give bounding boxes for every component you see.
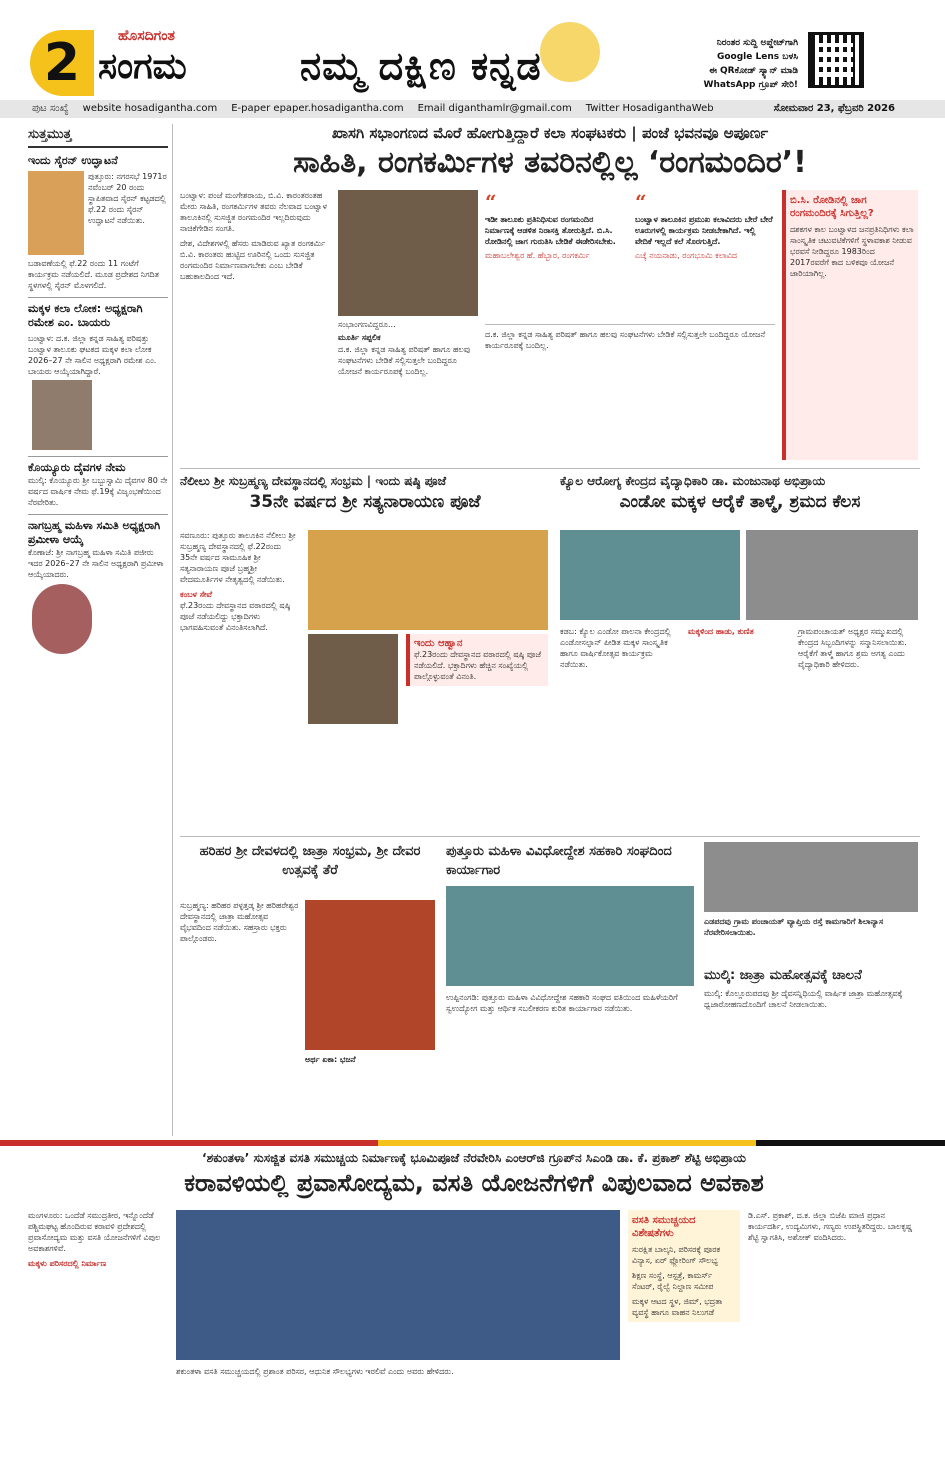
- story5-body: ಉಪ್ಪಿನಂಗಡಿ: ಪುತ್ತೂರು ಮಹಿಳಾ ವಿವಿಧೋದ್ದೇಶ ಸಹಕಾರಿ ಸಂಘದ ವತಿಯಿಂದ ಮಹಿಳೆಯರಿಗೆ ಸ್ವಉದ್ಯೋಗ ಮತ್ತು ಆರ್ಥಿಕ ಸಬಲೀಕರಣ ಕುರಿತ ಕಾರ್ಯಾಗಾರ ನಡೆಯಿತು.: [446, 993, 678, 1013]
- story-endo-care: [560, 472, 920, 832]
- item3-headline: ಕೊಯ್ಯೂರು ದೈವಗಳ ನೇಮ: [28, 456, 168, 475]
- bottom-kicker: ‘ಶಕುಂತಳಾ’ ಸುಸಜ್ಜಿತ ವಸತಿ ಸಮುಚ್ಚಯ ನಿರ್ಮಾಣಕ್ಕೆ ಭೂಮಿಪೂಜೆ ನೆರವೇರಿಸಿ ಎಂಆರ್‌ಜಿ ಗ್ರೂಪ್‌ನ ಸಿಎಂಡಿ ಡಾ. ಕೆ. ಪ್ರಕಾಶ್ ಶೆಟ್ಟಿ ಅಭಿಪ್ರಾಯ: [202, 1151, 746, 1165]
- story2-body-col: [180, 530, 300, 633]
- top-kicker: ಖಾಸಗಿ ಸಭಾಂಗಣದ ಮೊರೆ ಹೋಗುತ್ತಿದ್ದಾರೆ ಕಲಾ ಸಂಘಟಕರು | ಪಂಜೆ ಭವನವೂ ಅಪೂರ್ಣ: [331, 124, 769, 142]
- quote-icon: “: [485, 190, 497, 214]
- workshop-photo: [446, 886, 694, 986]
- story6-caption: ಎಡಪದವು ಗ್ರಾಮ ಪಂಚಾಯತ್ ವ್ಯಾಪ್ತಿಯ ರಸ್ತೆ ಕಾಮಗಾರಿಗೆ ಶಿಲಾನ್ಯಾಸ ನೆರವೇರಿಸಲಾಯಿತು.: [704, 917, 884, 937]
- info-bar: [0, 100, 945, 118]
- epaper-link[interactable]: E-paper epaper.hosadigantha.com: [231, 103, 404, 114]
- building-photo: [338, 190, 478, 316]
- quote-box-2: [635, 190, 775, 261]
- invite-box: [406, 634, 548, 686]
- story3-body: ಕಡಬ: ಕ್ಯೊಲ ಎಂಡೋ ಪಾಲನಾ ಕೇಂದ್ರದಲ್ಲಿ ಎಂಡೋಸಲ್ಫಾನ್ ಪೀಡಿತ ಮಕ್ಕಳ ಸಾಂಸ್ಕೃತಿಕ ಹಾಗೂ ವಾರ್ಷಿಕೋತ್ಸವ ಕಾರ್ಯಕ್ರಮ ನಡೆಯಿತು.: [560, 627, 671, 669]
- ramesh-photo: [32, 380, 92, 450]
- story3-body2: ಗ್ರಾಮಪಂಚಾಯತ್ ಅಧ್ಯಕ್ಷರ ಸಮ್ಮುಖದಲ್ಲಿ ಕೇಂದ್ರದ ಸಿಬ್ಬಂದಿಗಳನ್ನು ಸನ್ಮಾನಿಸಲಾಯಿತು. ಆರೈಕೆಗೆ ತಾಳ್ಮೆ ಹಾಗೂ ಶ್ರಮ ಅಗತ್ಯ ಎಂದು ವೈದ್ಯಾಧಿಕಾರಿ ಹೇಳಿದರು.: [798, 627, 907, 669]
- quote2-text: ಬಂಟ್ವಾಳ ತಾಲೂಕಿನ ಪ್ರಮುಖ ಕಲಾವಿದರು ಬೇರೆ ಬೇರೆ ಊರುಗಳಲ್ಲಿ ಕಾರ್ಯಕ್ರಮ ನೀಡಬೇಕಾಗಿದೆ. ಇಲ್ಲಿ ವೇದಿಕೆ ಇಲ್ಲದೆ ಕಲೆ ಸೊರಗುತ್ತಿದೆ.: [635, 215, 773, 246]
- story-harihara: [180, 842, 440, 1138]
- feature-item: ಮಕ್ಕಳ ಆಟದ ಸ್ಥಳ, ಜಿಮ್, ಭದ್ರತಾ ವ್ಯವಸ್ಥೆ ಹಾಗೂ ವಾಹನ ನಿಲುಗಡೆ: [632, 1297, 723, 1317]
- story-mulki: [704, 842, 920, 1138]
- item2-text: ಬಂಟ್ವಾಳ: ದ.ಕ. ಜಿಲ್ಲಾ ಕನ್ನಡ ಸಾಹಿತ್ಯ ಪರಿಷತ್ತು ಬಂಟ್ವಾಳ ತಾಲೂಕು ಘಟಕದ ಮಕ್ಕಳ ಕಲಾ ಲೋಕ 2026–27 ನೇ ಸಾಲಿನ ಅಧ್ಯಕ್ಷರಾಗಿ ರಮೇಶ ಎಂ. ಬಾಯರು ಆಯ್ಕೆಯಾಗಿದ್ದಾರೆ.: [28, 334, 157, 376]
- group-photo: [704, 842, 918, 912]
- feature-item: ಶಿಕ್ಷಣ ಸಂಸ್ಥೆ, ಆಸ್ಪತ್ರೆ, ಕಾಮರ್ಸ್ ಸೆಂಟರ್, ರೈಲ್ವೆ ನಿಲ್ದಾಣ ಸಮೀಪ: [632, 1271, 714, 1291]
- story5-headline: ಪುತ್ತೂರು ಮಹಿಳಾ ವಿವಿಧೋದ್ದೇಶ ಸಹಕಾರಿ ಸಂಘದಿಂದ ಕಾರ್ಯಾಗಾರ: [446, 844, 672, 878]
- section-divider: [180, 836, 920, 837]
- twitter-link[interactable]: Twitter HosadiganthaWeb: [585, 103, 714, 114]
- endo-children-photo: [560, 530, 740, 620]
- quote1-author: ಮಹಾಬಲೇಶ್ವರ ಹೆ. ಹೆಬ್ಬಾರ, ರಂಗಕರ್ಮಿ: [485, 251, 590, 260]
- features-box: [628, 1210, 740, 1322]
- bottom-body-col: [28, 1210, 168, 1269]
- column-divider: [172, 124, 173, 1136]
- page-number: 2: [30, 30, 94, 96]
- temple-lamp-photo: [308, 634, 398, 724]
- qr-line: ನಿರಂತರ ಸುದ್ದಿ ಅಪ್ಡೇಟ್‌ಗಾಗಿ: [716, 38, 798, 48]
- bottom-subhead: ಮಕ್ಕಳು ಪರಿಸರದಲ್ಲಿ ನಿರ್ಮಾಣ: [28, 1259, 107, 1268]
- story3-subhead: ಮಕ್ಕಳಿಂದ ಹಾಡು, ಕುಣಿತ: [688, 627, 754, 636]
- siren-building-photo: [28, 171, 84, 255]
- award-photo: [746, 530, 918, 620]
- item4-text: ಕೊಣಾಜೆ: ಶ್ರೀ ನಾಗಬ್ರಹ್ಮ ಮಹಿಳಾ ಸಮಿತಿ ಪಜೀರು ಇದರ 2026–27 ನೇ ಸಾಲಿನ ಅಧ್ಯಕ್ಷರಾಗಿ ಪ್ರಮೀಳಾ ಆಯ್ಕೆಯಾದರು.: [28, 548, 164, 579]
- story3-headline: ಎಂಡೋ ಮಕ್ಕಳ ಆರೈಕೆ ತಾಳ್ಮೆ, ಶ್ರಮದ ಕೆಲಸ: [619, 492, 861, 512]
- page-label: ಪುಟ ಸಂಖ್ಯೆ: [32, 103, 69, 114]
- column-label: ಸುತ್ತಮುತ್ತ: [28, 124, 168, 148]
- story4-byline: ಅರ್ಥ ಏಕಾ: ಭಜನೆ: [305, 1055, 356, 1064]
- story2-subhead: ಕಂಬಳ ಸೇವೆ: [180, 590, 213, 599]
- story2-kicker: ನೆಲೀಲು ಶ್ರೀ ಸುಬ್ರಹ್ಮಣ್ಯ ದೇವಸ್ಥಾನದಲ್ಲಿ ಸಂಭ್ರಮ | ಇಂದು ಷಷ್ಠಿ ಪೂಜೆ: [180, 474, 447, 488]
- item3-text: ಮುಲ್ಕಿ: ಕೊಯ್ಯೂರು ಶ್ರೀ ಬಬ್ಬುಸ್ವಾಮಿ ದೈವಗಳ 80 ನೇ ವರ್ಷದ ವಾರ್ಷಿಕ ನೇಮ ಫೆ.19ಕ್ಕೆ ವಿಜೃಂಭಣೆಯಿಂದ ನೆರವೇರಿತು.: [28, 476, 168, 507]
- top-body2: ದೇಶ, ವಿದೇಶಗಳಲ್ಲಿ ಹೆಸರು ಮಾಡಿರುವ ಖ್ಯಾತ ರಂಗಕರ್ಮಿ ಬಿ.ವಿ. ಕಾರಂತರು ಹುಟ್ಟಿದ ಊರಿನಲ್ಲಿ ಒಂದು ಸುಸಜ್ಜಿತ ರಂಗಮಂದಿರ ನಿರ್ಮಾಣವಾಗಬೇಕು ಎಂಬ ಬೇಡಿಕೆ ಬಹುಕಾಲದಿಂದ ಇದೆ.: [180, 239, 326, 281]
- top-story: [180, 124, 920, 464]
- bottom-body: ಮಂಗಳೂರು: ಒಂದೆಡೆ ಸಮುದ್ರತೀರ, ಇನ್ನೊಂದೆಡೆ ಪಶ್ಚಿಮಘಟ್ಟ ಹೊಂದಿರುವ ಕರಾವಳಿ ಪ್ರದೇಶದಲ್ಲಿ ಪ್ರವಾಸೋದ್ಯಮ ಮತ್ತು ವಸತಿ ಯೋಜನೆಗಳಿಗೆ ವಿಪುಲ ಅವಕಾಶಗಳಿವೆ.: [28, 1211, 161, 1253]
- top-body3: ದ.ಕ. ಜಿಲ್ಲಾ ಕನ್ನಡ ಸಾಹಿತ್ಯ ಪರಿಷತ್ ಹಾಗೂ ಹಲವು ಸಂಘಟನೆಗಳು ಬೇಡಿಕೆ ಸಲ್ಲಿಸುತ್ತಲೇ ಬಂದಿದ್ದರೂ ಯೋಜನೆ ಕಾರ್ಯರೂಪಕ್ಕೆ ಬಂದಿಲ್ಲ.: [338, 345, 471, 376]
- bottom-body3: ಡಿ.ಎಸ್. ಪ್ರಕಾಶ್, ದ.ಕ. ಜಿಲ್ಲಾ ಬಿಜೆಪಿ ಮಾಜಿ ಪ್ರಧಾನ ಕಾರ್ಯದರ್ಶಿ, ಉದ್ಯಮಿಗಳು, ಗಣ್ಯರು ಉಪಸ್ಥಿತರಿದ್ದರು. ಬಾಲಕೃಷ್ಣ ಶೆಟ್ಟಿ ಸ್ವಾಗತಿಸಿ, ಅಶೋಕ್ ವಂದಿಸಿದರು.: [748, 1211, 913, 1242]
- side-box: [782, 190, 918, 460]
- qr-line: Google Lens ಬಳಸಿ: [716, 52, 798, 62]
- item1-more: ಬಡಾವಣೆಯಲ್ಲಿ ಫೆ.22 ರಂದು 11 ಗಂಟೆಗೆ ಕಾರ್ಯಕ್ರಮ ನಡೆಯಲಿದೆ. ಮೂಡ ಪ್ರದೇಶದ ನಿಗದಿತ ಸ್ಥಳಗಳಲ್ಲಿ ಸೈರನ್ ಮೊಳಗಲಿದೆ.: [28, 259, 159, 290]
- story2-body2: ಫೆ.23ರಂದು ದೇವಸ್ಥಾನದ ವಠಾರದಲ್ಲಿ ಷಷ್ಠಿ ಪೂಜೆ ನಡೆಯಲಿದ್ದು ಭಕ್ತಾದಿಗಳು ಭಾಗವಹಿಸುವಂತೆ ವಿನಂತಿಸಲಾಗಿದೆ.: [180, 601, 291, 632]
- brand-logo: ಸಂಗಮ: [98, 46, 187, 87]
- top-body1: ಬಂಟ್ವಾಳ: ಪಂಜೆ ಮಂಗೇಶರಾಯ, ಬಿ.ವಿ. ಕಾರಂತರಂತಹ ಮೇರು ಸಾಹಿತಿ, ರಂಗಕರ್ಮಿಗಳ ತವರು ನೆಲವಾದ ಬಂಟ್ವಾಳ ತಾಲೂಕಿನಲ್ಲಿ ಸುಸಜ್ಜಿತ ರಂಗಮಂದಿರ ಇಲ್ಲದಿರುವುದು ನಾಚಿಕೆಗೇಡಿನ ಸಂಗತಿ.: [180, 191, 328, 233]
- quote-box-1: [485, 190, 625, 261]
- qr-line: ಈ QRಕೋಡ್ ಸ್ಕ್ಯಾನ್ ಮಾಡಿ: [709, 66, 798, 76]
- item2-headline: ಮಕ್ಕಳ ಕಲಾ ಲೋಕ: ಅಧ್ಯಕ್ಷರಾಗಿ ರಮೇಶ ಎಂ. ಬಾಯರು: [28, 297, 168, 330]
- quote-icon: “: [635, 190, 647, 214]
- feature-item: ಸುರಕ್ಷಿತ ಬಾಲ್ಕನಿ, ಪರಿಸರಕ್ಕೆ ಪೂರಕ ವಿನ್ಯಾಸ, ಏರ್ ಫ್ಲೋರಿಂಗ್ ಸೌಲಭ್ಯ: [632, 1245, 721, 1265]
- qr-text: [670, 36, 798, 92]
- email-link[interactable]: Email diganthamlr@gmail.com: [417, 103, 572, 114]
- bottom-headline: ಕರಾವಳಿಯಲ್ಲಿ ಪ್ರವಾಸೋದ್ಯಮ, ವಸತಿ ಯೋಜನೆಗಳಿಗೆ ವಿಪುಲವಾದ ಅವಕಾಶ: [184, 1169, 764, 1197]
- bottom-story: [28, 1150, 920, 1450]
- top-body-col1: [180, 190, 330, 282]
- section-divider: [180, 468, 920, 469]
- byline: ಮೂರ್ತಿ ಸಪ್ಪಲಿಕ: [338, 333, 381, 342]
- festival-photo: [305, 900, 435, 1050]
- masthead: [0, 22, 945, 100]
- website-link[interactable]: website hosadigantha.com: [82, 103, 218, 114]
- side-box-headline: ಬಿ.ಸಿ. ರೋಡಿನಲ್ಲಿ ಜಾಗ ರಂಗಮಂದಿರಕ್ಕೆ ಸಿಗುತ್ತಿಲ್ಲ?: [790, 195, 874, 219]
- story6-headline: ಮುಲ್ಕಿ: ಜಾತ್ರಾ ಮಹೋತ್ಸವಕ್ಕೆ ಚಾಲನೆ: [704, 968, 862, 983]
- bottom-body2: ಶಕುಂತಳಾ ವಸತಿ ಸಮುಚ್ಚಯದಲ್ಲಿ ಪ್ರಶಾಂತ ಪರಿಸರ, ಆಧುನಿಕ ಸೌಲಭ್ಯಗಳು ಇರಲಿವೆ ಎಂದು ಅವರು ಹೇಳಿದರು.: [176, 1367, 454, 1376]
- quote1-text: ಇಡೀ ತಾಲೂಕು ಪ್ರತಿನಿಧಿಸುವ ರಂಗಮಂದಿರ ನಿರ್ಮಾಣಕ್ಕೆ ಆಡಳಿತ ನಿರಾಸಕ್ತಿ ತೋರುತ್ತಿದೆ. ಬಿ.ಸಿ. ರೋಡಿನಲ್ಲಿ ಜಾಗ ಗುರುತಿಸಿ ಬೇಡಿಕೆ ಈಡೇರಿಸಬೇಕು.: [485, 215, 616, 246]
- top-body-lower: ದ.ಕ. ಜಿಲ್ಲಾ ಕನ್ನಡ ಸಾಹಿತ್ಯ ಪರಿಷತ್ ಹಾಗೂ ಹಲವು ಸಂಘಟನೆಗಳು ಬೇಡಿಕೆ ಸಲ್ಲಿಸುತ್ತಲೇ ಬಂದಿದ್ದರೂ ಯೋಜನೆ ಕಾರ್ಯರೂಪಕ್ಕೆ ಬಂದಿಲ್ಲ.: [485, 324, 775, 351]
- temple-crowd-photo: [308, 530, 548, 630]
- story-satyanarayana: [180, 472, 550, 832]
- story2-headline: 35ನೇ ವರ್ಷದ ಶ್ರೀ ಸತ್ಯನಾರಾಯಣ ಪೂಜೆ: [249, 492, 481, 512]
- story6-body: ಮುಲ್ಕಿ: ಕೊಲ್ಲೂರುಪದವು ಶ್ರೀ ದೈವಸನ್ನಿಧಿಯಲ್ಲಿ ವಾರ್ಷಿಕ ಜಾತ್ರಾ ಮಹೋತ್ಸವಕ್ಕೆ ಧ್ವಜಾರೋಹಣದೊಂದಿಗೆ ಚಾಲನೆ ನೀಡಲಾಯಿತು.: [704, 989, 903, 1009]
- prameela-photo: [32, 584, 92, 654]
- brand-small: ಹೊಸದಿಗಂತ: [118, 28, 175, 44]
- issue-date: ಸೋಮವಾರ 23, ಫೆಬ್ರವರಿ 2026: [773, 103, 895, 114]
- top-headline: ಸಾಹಿತಿ, ರಂಗಕರ್ಮಿಗಳ ತವರಿನಲ್ಲಿಲ್ಲ ‘ರಂಗಮಂದಿರ’!: [293, 145, 807, 180]
- story3-kicker: ಕ್ಯೊಲ ಆರೋಗ್ಯ ಕೇಂದ್ರದ ವೈದ್ಯಾಧಿಕಾರಿ ಡಾ. ಮಂಜುನಾಥ ಅಭಿಪ್ರಾಯ: [560, 474, 826, 488]
- qr-code-icon[interactable]: [808, 32, 864, 88]
- section-bar: [0, 1140, 945, 1146]
- story4-headline: ಹರಿಹರ ಶ್ರೀ ದೇವಳದಲ್ಲಿ ಜಾತ್ರಾ ಸಂಭ್ರಮ, ಶ್ರೀ ದೇವರ ಉತ್ಸವಕ್ಕೆ ತೆರೆ: [199, 844, 421, 878]
- quote2-author: ಎಚ್ಕೆ ನಯನಾಡು, ರಂಗಭೂಮಿ ಕಲಾವಿದ: [635, 251, 738, 260]
- story2-body: ಸವಣೂರು: ಪುತ್ತೂರು ತಾಲೂಕಿನ ನೆಲೀಲು ಶ್ರೀ ಸುಬ್ರಹ್ಮಣ್ಯ ದೇವಸ್ಥಾನದಲ್ಲಿ ಫೆ.22ರಂದು 35ನೇ ವರ್ಷದ ಸಾಮೂಹಿಕ ಶ್ರೀ ಸತ್ಯನಾರಾಯಣ ಪೂಜೆ ಬ್ರಹ್ಮಶ್ರೀ ವೇದಮೂರ್ತಿಗಳ ನೇತೃತ್ವದಲ್ಲಿ ನಡೆಯಿತು.: [180, 531, 296, 584]
- photo-caption: ಸಂಭಾಂಗಣವಿದ್ದರೂ...: [338, 320, 396, 329]
- item1-headline: ಇಂದು ಸೈರನ್ ಉದ್ಘಾಟನೆ: [28, 154, 118, 167]
- invite-headline: ಇಂದು ಆಹ್ವಾನ: [414, 638, 463, 649]
- section-title: ನಮ್ಮ ದಕ್ಷಿಣ ಕನ್ನಡ: [300, 44, 542, 88]
- side-box-text: ದಶಕಗಳ ಕಾಲ ಬಂಟ್ವಾಳದ ಜನಪ್ರತಿನಿಧಿಗಳು ಕಲಾ ಸಾಂಸ್ಕೃತಿಕ ಚಟುವಟಿಕೆಗಳಿಗೆ ಸ್ಥಳಾವಕಾಶ ನೀಡುವ ಭರವಸೆ ನೀಡಿದ್ದರೂ 1983ರಿಂದ 2017ರವರೆಗೆ ಕಾದ ಬಳಿಕವೂ ಯೋಜನೆ ಜಾರಿಯಾಗಿಲ್ಲ.: [790, 225, 914, 278]
- launch-photo: [176, 1210, 620, 1360]
- qr-line: WhatsApp ಗ್ರೂಪ್ ಸೇರಿ!: [703, 80, 798, 90]
- left-column: [28, 124, 168, 1134]
- invite-text: ಫೆ.23ರಂದು ದೇವಸ್ಥಾನದ ವಠಾರದಲ್ಲಿ ಷಷ್ಠಿ ಪೂಜೆ ನಡೆಯಲಿದೆ. ಭಕ್ತಾದಿಗಳು ಹೆಚ್ಚಿನ ಸಂಖ್ಯೆಯಲ್ಲಿ ಪಾಲ್ಗೊಳ್ಳುವಂತೆ ವಿನಂತಿ.: [414, 650, 542, 681]
- item1-text: ಪುತ್ತೂರು: ನಗರಸಭೆ 1971ರ ನವೆಂಬರ್ 20 ರಂದು ಸ್ಥಾಪಿತವಾದ ಸೈರನ್ ಕಟ್ಟಡದಲ್ಲಿ ಫೆ.22 ರಂದು ಸೈರನ್ ಉದ್ಘಾಟನೆ ನಡೆಯಿತು.: [88, 172, 167, 225]
- features-headline: ವಸತಿ ಸಮುಚ್ಚಯದ ವಿಶೇಷತೆಗಳು: [632, 1215, 696, 1239]
- item4-headline: ನಾಗಬ್ರಹ್ಮ ಮಹಿಳಾ ಸಮಿತಿ ಅಧ್ಯಕ್ಷರಾಗಿ ಪ್ರಮೀಳಾ ಆಯ್ಕೆ: [28, 514, 168, 547]
- story4-body: ಸುಬ್ರಹ್ಮಣ್ಯ: ಹರಿಹರ ಪಳ್ಳತ್ತಡ್ಕ ಶ್ರೀ ಹರಿಹರೇಶ್ವರ ದೇವಸ್ಥಾನದಲ್ಲಿ ಜಾತ್ರಾ ಮಹೋತ್ಸವ ವೈಭವದಿಂದ ನಡೆಯಿತು. ಸಹಸ್ರಾರು ಭಕ್ತರು ಪಾಲ್ಗೊಂಡರು.: [180, 901, 299, 943]
- story-workshop: [446, 842, 696, 1138]
- sun-icon: [540, 22, 600, 82]
